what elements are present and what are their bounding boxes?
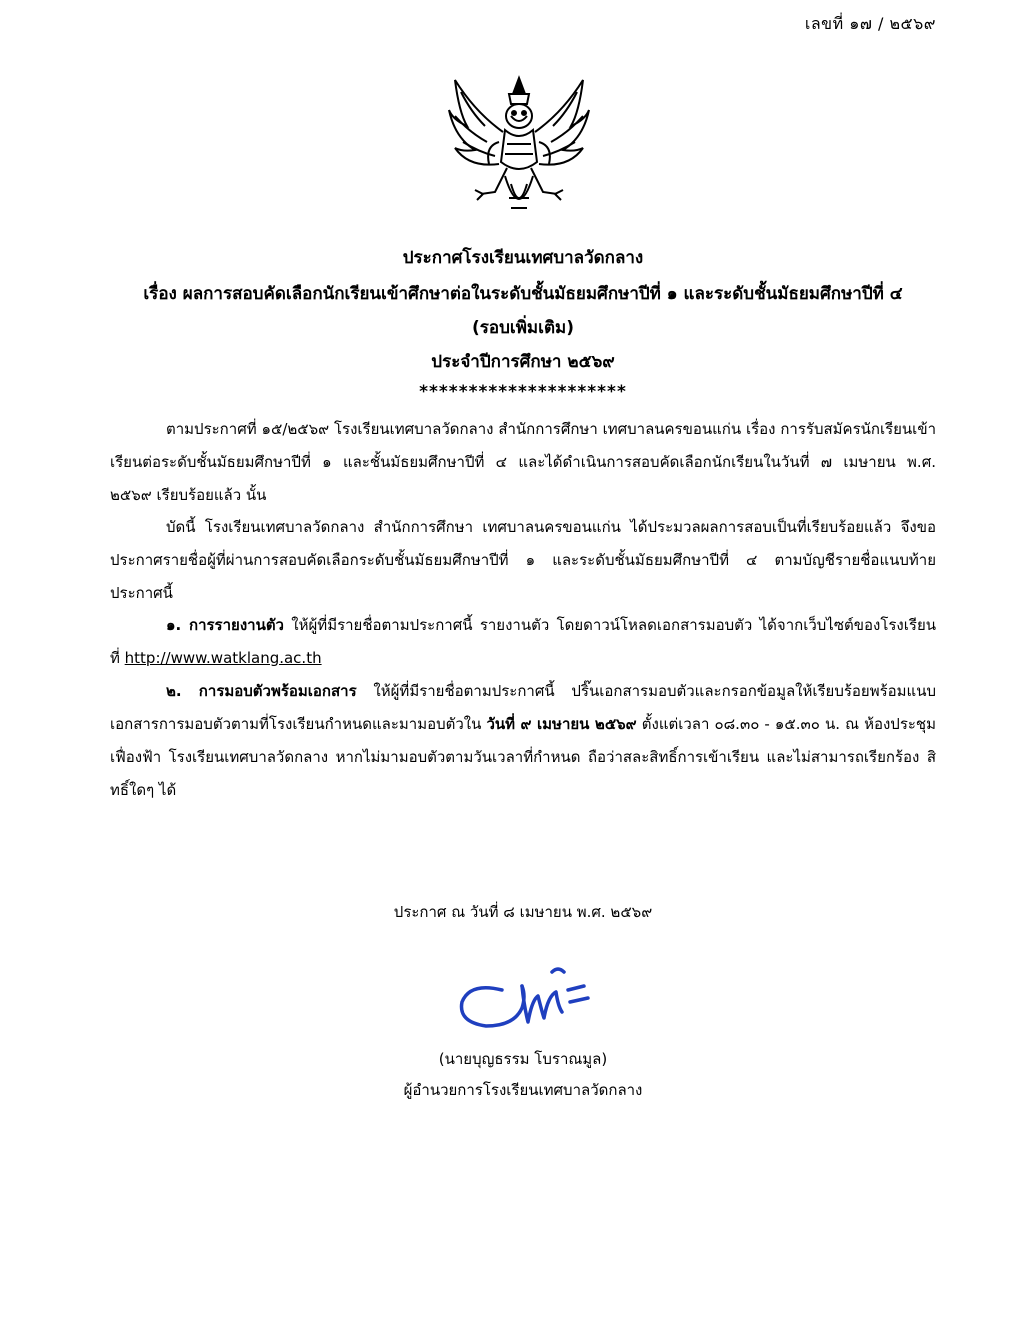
- announcement-round: (รอบเพิ่มเติม): [472, 318, 574, 338]
- paragraph-reference: [110, 413, 936, 512]
- enrollment-heading: ๒. การมอบตัวพร้อมเอกสาร: [166, 682, 357, 700]
- paragraph-report: [110, 609, 936, 675]
- handwritten-signature: [452, 956, 602, 1036]
- enrollment-body-b: ตั้งแต่เวลา ๐๘.๓๐ - ๑๕.๓๐ น. ณ ห้องประชุมเฟื่องฟ้า โรงเรียนเทศบาลวัดกลาง หากไม่มามอบตัวตามวันเวลาที่กำหนด ถือว่าสละสิทธิ์การเข้าเรียน และไม่สามารถเรียกร้อง สิทธิ์ใดๆ ได้: [110, 715, 937, 799]
- paragraph-results: [110, 511, 936, 610]
- report-heading: ๑. การรายงานตัว: [166, 616, 284, 634]
- garuda-emblem-icon: [445, 72, 593, 226]
- document-number: เลขที่ ๑๗ / ๒๕๖๙: [804, 14, 936, 33]
- announcement-subject: เรื่อง ผลการสอบคัดเลือกนักเรียนเข้าศึกษาต่อในระดับชั้นมัธยมศึกษาปีที่ ๑ และระดับชั้นมัธยมศึกษาปีที่ ๔: [143, 284, 903, 304]
- paragraph-results-text: บัดนี้ โรงเรียนเทศบาลวัดกลาง สำนักการศึกษา เทศบาลนครขอนแก่น ได้ประมวลผลการสอบเป็นที่เรียบร้อยแล้ว จึงขอประกาศรายชื่อผู้ที่ผ่านการสอบคัดเลือกระดับชั้นมัธยมศึกษาปีที่ ๑ และระดับชั้นมัธยมศึกษาปีที่ ๔ ตามบัญชีรายชื่อแนบท้ายประกาศนี้: [110, 518, 936, 602]
- paragraph-reference-text: ตามประกาศที่ ๑๕/๒๕๖๙ โรงเรียนเทศบาลวัดกลาง สำนักการศึกษา เทศบาลนครขอนแก่น เรื่อง การรับสมัครนักเรียนเข้าเรียนต่อระดับชั้นมัธยมศึกษาปีที่ ๑ และชั้นมัธยมศึกษาปีที่ ๔ และได้ดำเนินการสอบคัดเลือกนักเรียนในวันที่ ๗ เมษายน พ.ศ. ๒๕๖๙ เรียบร้อยแล้ว นั้น: [110, 420, 936, 504]
- paragraph-enrollment-text: [110, 675, 936, 807]
- announcement-date: ประกาศ ณ วันที่ ๘ เมษายน พ.ศ. ๒๕๖๙: [393, 903, 653, 921]
- enrollment-date: วันที่ ๙ เมษายน ๒๕๖๙: [486, 715, 637, 733]
- report-body: ให้ผู้ที่มีรายชื่อตามประกาศนี้ รายงานตัว โดยดาวน์โหลดเอกสารมอบตัว ได้จากเว็บไซต์ของโรงเรียน ที่: [110, 616, 936, 667]
- announcement-title: ประกาศโรงเรียนเทศบาลวัดกลาง: [402, 248, 644, 268]
- signer-title: ผู้อำนวยการโรงเรียนเทศบาลวัดกลาง: [403, 1081, 643, 1099]
- paragraph-report-text: [110, 609, 936, 675]
- separator-stars: *********************: [419, 382, 627, 402]
- paragraph-enrollment: [110, 675, 936, 807]
- enrollment-body-a: ให้ผู้ที่มีรายชื่อตามประกาศนี้ ปริ๊นเอกสารมอบตัวและกรอกข้อมูลให้เรียบร้อยพร้อมแนบเอกสารการมอบตัวตามที่โรงเรียนกำหนดและมามอบตัวใน: [110, 682, 936, 733]
- academic-year: ประจำปีการศึกษา ๒๕๖๙: [431, 352, 615, 372]
- signer-name: (นายบุญธรรม โบราณมูล): [438, 1050, 608, 1068]
- school-website-link[interactable]: http://www.watklang.ac.th: [124, 649, 322, 667]
